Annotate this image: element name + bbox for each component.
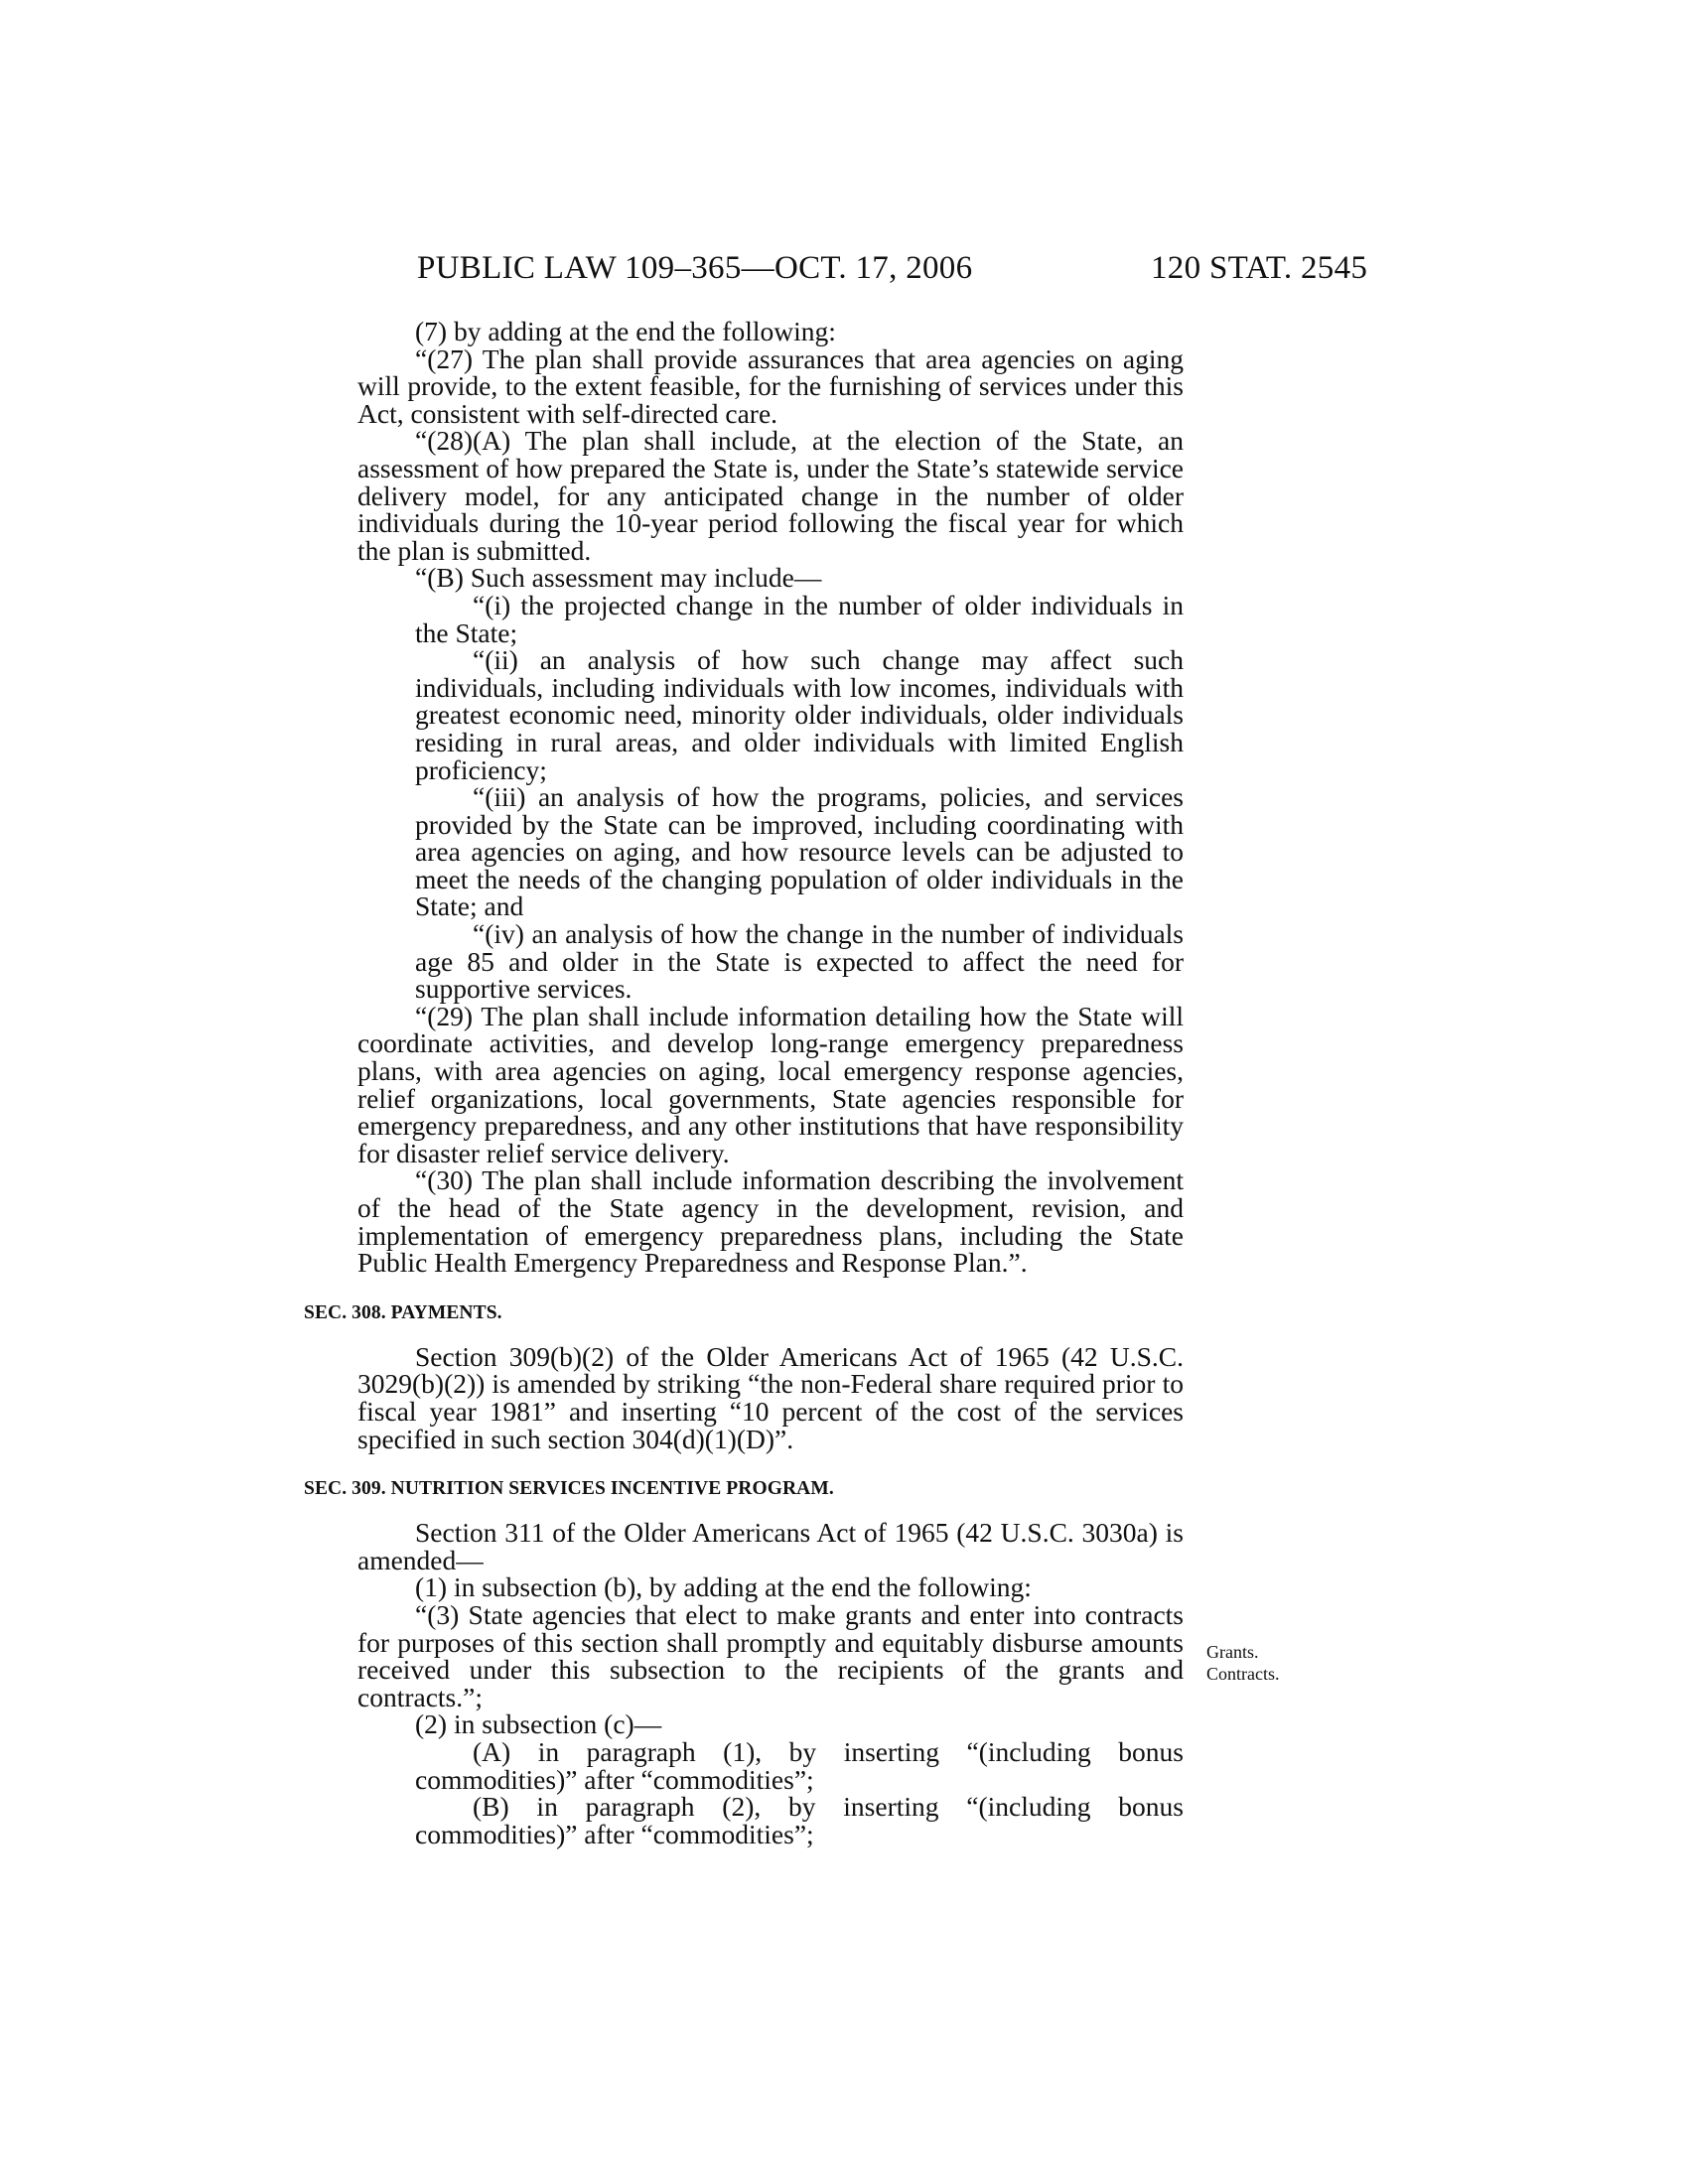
section-308-heading: SEC. 308. PAYMENTS. [304,1301,502,1323]
section-308-text: Section 309(b)(2) of the Older Americans Act of 1965 (42 U.S.C. 3029(b)(2)) is amended by striking “the non-Federal share required prior to fiscal year 1981” and inserting “10 percent of the cost of the services specified in such section 304(d)(1)(D)”. [357,1340,1184,1454]
amendment-item-7: (7) by adding at the end the following: [415,316,836,346]
section-309-item-2-b: (B) in paragraph (2), by inserting “(including bonus commodities)” after “commodities”; [415,1791,1184,1849]
section-309-item-2: (2) in subsection (c)— [415,1708,662,1740]
paragraph-28-b: “(B) Such assessment may include— [415,562,822,594]
clause-i: “(i) the projected change in the number of older individuals in the State; [415,589,1184,648]
clause-ii: “(ii) an analysis of how such change may affect such individuals, including individuals with low incomes, individuals with greatest economic need, minority older individuals, older individuals residing in rural areas, and older individuals with limited English proficiency; [415,644,1184,785]
section-309-item-2-a: (A) in paragraph (1), by inserting “(including bonus commodities)” after “commodities”; [415,1735,1184,1795]
section-309-item-1: (1) in subsection (b), by adding at the end the following: [415,1571,1032,1603]
margin-note-contracts: Contracts. [1206,1664,1280,1684]
section-309-heading: SEC. 309. NUTRITION SERVICES INCENTIVE PROGRAM. [304,1478,834,1500]
margin-notes [1206,1641,1280,1685]
running-header-page-number: 120 STAT. 2545 [1151,250,1368,286]
document-body [304,316,1184,1849]
paragraph-28-a: “(28)(A) The plan shall include, at the election of the State, an assessment of how prepared the State is, under the State’s statewide service delivery model, for any anticipated change in the number of older individuals during the 10-year period following the fiscal year for which the plan is submitted. [357,425,1184,566]
paragraph-29: “(29) The plan shall include information detailing how the State will coordinate activities, and develop long-range emergency preparedness plans, with area agencies on aging, local emergency response agencies, relief organizations, local governments, State agencies responsible for emergency preparedness, and any other institutions that have responsibility for disaster relief service delivery. [357,1000,1184,1168]
running-header-left: PUBLIC LAW 109–365—OCT. 17, 2006 [417,250,973,286]
section-309-paragraph-3: “(3) State agencies that elect to make grants and enter into contracts for purposes of this section shall promptly and equitably disburse amounts received under this subsection to the recipients of the grants and contracts.”; [357,1598,1184,1712]
clause-iii: “(iii) an analysis of how the programs, policies, and services provided by the State can be improved, including coordinating with area agencies on aging, and how resource levels can be adjusted to meet the needs of the changing population of older individuals in the State; and [415,781,1184,922]
margin-note-grants: Grants. [1206,1642,1259,1662]
paragraph-27: “(27) The plan shall provide assurances that area agencies on aging will provide, to the extent feasible, for the furnishing of services under this Act, consistent with self-directed care. [357,342,1184,429]
section-309-intro: Section 311 of the Older Americans Act of 1965 (42 U.S.C. 3030a) is amended— [357,1517,1184,1575]
paragraph-30: “(30) The plan shall include information describing the involvement of the head of the State agency in the development, revision, and implementation of emergency preparedness plans, including the State Public Health Emergency Preparedness and Response Plan.”. [357,1164,1184,1279]
clause-iv: “(iv) an analysis of how the change in the number of individuals age 85 and older in the State is expected to affect the need for supportive services. [415,918,1184,1005]
